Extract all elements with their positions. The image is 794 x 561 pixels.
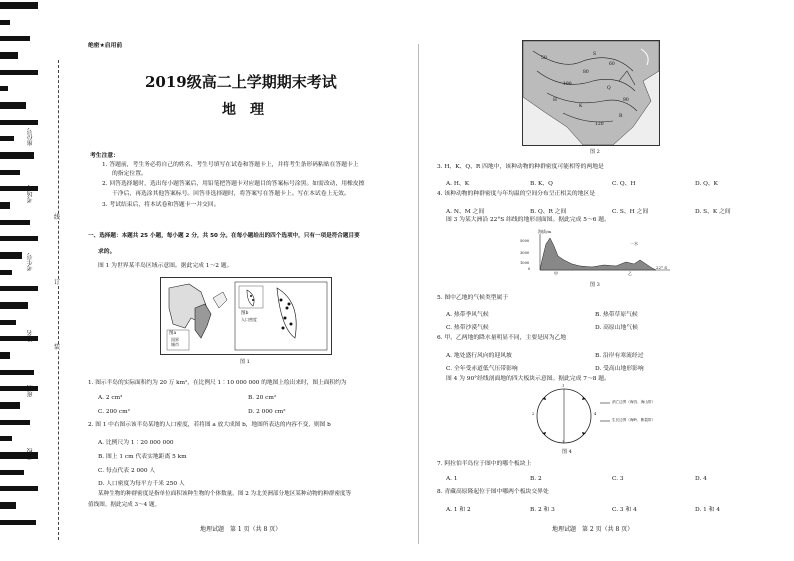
q1-option-a[interactable]: A. 2 cm² — [98, 395, 123, 401]
figure-4-legend-growth: 生长边界（海岭、断裂带） — [612, 418, 656, 422]
figure-2-point-label: R — [619, 114, 623, 119]
figure-4-caption: 图 4 — [562, 449, 572, 455]
barcode-stripe — [0, 170, 20, 175]
barcode-stripe — [0, 302, 28, 309]
intro-q3-4: 某种生物的种群密度是指单位面积该种生物的个体数量。图 2 为北美洲部分地区某种动物的种群密度等 — [98, 491, 352, 497]
q5-stem: 5. 图中乙地的气候类型属于 — [437, 295, 509, 301]
section-title: 一、选择题：本题共 25 小题，每小题 2 分，共 50 分。在每小题给出的四个选项中，只有一项是符合题目要 — [88, 233, 360, 239]
figure-2-point-label: H — [553, 98, 557, 103]
q8-option-d[interactable]: D. 1 和 4 — [695, 507, 720, 513]
q4-option-d[interactable]: D. S、K 之间 — [695, 209, 731, 215]
figure-3-point-label: 甲 — [554, 271, 558, 276]
barcode-stripe — [0, 470, 24, 475]
barcode-stripe — [0, 520, 36, 525]
figure-3-ytick: 1000 — [520, 261, 530, 265]
barcode-stripe — [0, 352, 10, 359]
q7-stem: 7. 阿拉伯半岛位于图中的哪个板块上 — [437, 461, 532, 467]
barcode-stripe — [0, 2, 38, 9]
page-divider — [418, 44, 419, 544]
q3-stem: 3. H、K、Q、R 四地中，该种动物的种群密度可能相等的两地是 — [437, 164, 604, 170]
q8-option-a[interactable]: A. 1 和 2 — [446, 507, 471, 513]
page-2-footer: 地理试题 第 2 页（共 8 页） — [552, 526, 634, 533]
barcode-stripe — [0, 220, 30, 225]
cut-mark-bind: 订 — [54, 279, 61, 286]
figure-3-profile — [520, 230, 680, 280]
q7-option-a[interactable]: A. 1 — [446, 476, 458, 482]
figure-3-ytick: 5000 — [520, 239, 530, 243]
q5-option-b[interactable]: B. 热带草原气候 — [595, 312, 638, 318]
q5-option-c[interactable]: C. 热带沙漠气候 — [446, 325, 489, 331]
figure-1-legend-city: 城市 — [171, 342, 179, 347]
figure-2-map — [522, 40, 660, 146]
barcode-stripe — [0, 270, 12, 275]
side-label-seat: 座位号 — [27, 128, 34, 146]
q3-option-c[interactable]: C. Q、H — [612, 181, 636, 187]
q4-option-c[interactable]: C. S、H 之间 — [612, 209, 649, 215]
q3-option-a[interactable]: A. H、K — [446, 181, 470, 187]
barcode-stripe — [0, 202, 10, 209]
q3-option-b[interactable]: B. K、Q — [530, 181, 553, 187]
notice-item: 2. 回答选择题时，选出每小题答案后，用铅笔把答题卡对应题目的答案标号涂黑。如需改动，用橡皮擦 — [102, 181, 365, 187]
q1-option-c[interactable]: C. 200 cm² — [98, 409, 130, 415]
side-label-examno: 考生号 — [27, 253, 34, 271]
q7-option-b[interactable]: B. 2 — [530, 476, 542, 482]
exam-title: 2019级高二上学期期末考试 — [145, 73, 337, 91]
barcode-stripe — [0, 52, 18, 59]
q8-stem: 8. 青藏高原隆起位于图中哪两个板块交界处 — [437, 489, 549, 495]
figure-4-diagram — [520, 385, 680, 447]
cut-line — [58, 60, 59, 540]
barcode-stripe — [0, 420, 30, 425]
figure-3-point-label: 乙 — [628, 271, 632, 276]
page-1-footer: 地理试题 第 1 页（共 8 页） — [200, 526, 282, 533]
figure-2-point-label: K — [579, 104, 583, 109]
figure-4-svg — [520, 385, 680, 447]
barcode-stripe — [0, 320, 16, 325]
q5-option-a[interactable]: A. 热带季风气候 — [446, 312, 489, 318]
q8-option-c[interactable]: C. 3 和 4 — [612, 507, 637, 513]
notice-item: 干净后，再选涂其他答案标号。回答非选择题时，将答案写在答题卡上。写在本试卷上无效。 — [112, 191, 350, 197]
q1-option-b[interactable]: B. 20 cm² — [248, 395, 277, 401]
figure-1-legend-border: 国界 — [171, 337, 179, 342]
intro-q3-4-cont: 值线图。据此完成 3～4 题。 — [88, 502, 161, 508]
figure-1-legend-density: 人口密度 — [241, 317, 257, 322]
barcode-stripe — [0, 486, 38, 491]
cut-mark-install: 装 — [54, 344, 61, 351]
q6-option-b[interactable]: B. 沿岸有寒流经过 — [595, 353, 644, 359]
q3-option-d[interactable]: D. Q、K — [695, 181, 719, 187]
figure-3-lat: 22° S — [656, 265, 668, 270]
binding-strip — [0, 0, 40, 561]
figure-2-caption: 图 2 — [590, 149, 600, 155]
q5-option-d[interactable]: D. 高原山地气候 — [595, 325, 638, 331]
figure-3-caption: 图 3 — [590, 282, 600, 288]
barcode-stripe — [0, 502, 16, 509]
q6-option-d[interactable]: D. 受高山地形影响 — [595, 366, 644, 372]
figure-2-contour-label: 60 — [609, 62, 615, 67]
side-label-class: 班级 — [27, 385, 34, 397]
notice-item: 3. 考试结束后，将本试卷和答题卡一并交回。 — [102, 202, 220, 208]
notice-item: 1. 答题前，考生务必将自己的姓名、考生号填写在试卷和答题卡上，并将考生条形码粘贴在答题卡上 — [102, 162, 359, 168]
figure-2-contour-label: 120 — [595, 122, 604, 127]
intro-q1-2: 图 1 为世界某半岛区域示意图。据此完成 1～2 题。 — [98, 263, 233, 269]
side-label-school: 学校 — [27, 448, 34, 460]
q6-option-a[interactable]: A. 地处盛行风向的迎风坡 — [446, 353, 512, 359]
figure-1-panel-a: 图a — [169, 331, 177, 336]
intro-q5-6: 图 3 为某大洲沿 22°S 纬线的地形剖面图。据此完成 5～6 题。 — [446, 217, 610, 223]
q2-option-c[interactable]: C. 每点代表 2 000 人 — [98, 468, 156, 474]
notice-title: 考生注意： — [90, 153, 119, 159]
figure-2-contour-label: 100 — [563, 82, 572, 87]
barcode-stripe — [0, 120, 38, 125]
figure-3-svg — [520, 230, 680, 280]
barcode-stripe — [0, 20, 10, 25]
barcode-stripe — [0, 402, 20, 409]
figure-1-panel-b: 图b — [241, 311, 249, 316]
figure-1-caption: 图 1 — [240, 359, 250, 365]
q2-stem: 2. 图 1 中右图示该半岛某地的人口密度，若将图 a 放大成图 b，地图所表达的内容不变，则图 b — [88, 422, 331, 428]
q1-stem: 1. 图示半岛的实际面积约为 20 万 km²，在比例尺 1∶10 000 000 的地图上绘出来时，图上面积约为 — [88, 380, 347, 386]
barcode-stripe — [0, 136, 14, 141]
q7-option-c[interactable]: C. 3 — [612, 476, 624, 482]
barcode-stripe — [0, 152, 34, 159]
cut-mark-line: 线 — [54, 214, 61, 221]
q2-option-d[interactable]: D. 人口密度为每平方千米 250 人 — [98, 481, 185, 487]
q8-option-b[interactable]: B. 2 和 3 — [530, 507, 555, 513]
side-label-room: 考场号 — [27, 185, 34, 203]
q2-option-b[interactable]: B. 图上 1 cm 代表实地距离 5 km — [98, 454, 187, 460]
barcode-stripe — [0, 70, 38, 75]
q7-option-d[interactable]: D. 4 — [695, 476, 707, 482]
q2-option-a[interactable]: A. 比例尺为 1∶20 000 000 — [98, 440, 174, 446]
side-label-name: 姓名 — [27, 330, 34, 342]
figure-4-num: 4 — [594, 412, 597, 416]
figure-1-map — [160, 277, 332, 355]
figure-4-legend-subduct: 消亡边界（海沟、海山带） — [612, 400, 656, 404]
figure-4-num: 3 — [562, 440, 565, 444]
figure-4-num: 2 — [532, 412, 535, 416]
q6-option-c[interactable]: C. 全年受赤道低气压带影响 — [446, 366, 518, 372]
barcode-stripe — [0, 286, 38, 291]
barcode-stripe — [0, 436, 12, 441]
intro-q7-8: 图 4 为 90°经线剖面地的四大板块示意图。据此完成 7～8 题。 — [446, 376, 610, 382]
section-title-cont: 求的。 — [98, 249, 116, 255]
figure-2-point-label: S — [593, 52, 597, 57]
barcode-stripe — [0, 36, 30, 41]
barcode-stripe — [0, 86, 8, 91]
notice-item: 的指定位置。 — [112, 171, 147, 177]
barcode-stripe — [0, 370, 34, 375]
barcode-stripe — [0, 252, 22, 259]
subject-title: 地 理 — [222, 102, 264, 118]
q6-stem: 6. 甲、乙两地的降水量明显不同，主要是因为乙地 — [437, 335, 567, 341]
q4-option-b[interactable]: B. Q、R 之间 — [530, 209, 567, 215]
figure-2-point-label: Q — [607, 86, 611, 91]
figure-3-ylabel: 海拔/m — [538, 229, 552, 234]
figure-2-contour-label: 90 — [623, 98, 629, 103]
figure-3-ytick: 0 — [528, 267, 531, 271]
figure-2-contour-label: 80 — [583, 70, 589, 75]
q4-stem: 4. 该种动物的种群密度与年均温的空间分布呈正相关的地区是 — [437, 191, 596, 197]
q4-option-a[interactable]: A. N、M 之间 — [446, 209, 485, 215]
q1-option-d[interactable]: D. 2 000 cm² — [248, 409, 286, 415]
secret-mark: 绝密★启用前 — [88, 43, 123, 49]
figure-3-ytick: 3000 — [520, 251, 530, 255]
figure-2-contour-label: 50 — [541, 56, 547, 61]
barcode-stripe — [0, 236, 38, 241]
figure-3-arrow: 一水 — [630, 241, 638, 246]
figure-4-num: 1 — [562, 384, 565, 388]
barcode-stripe — [0, 102, 26, 109]
